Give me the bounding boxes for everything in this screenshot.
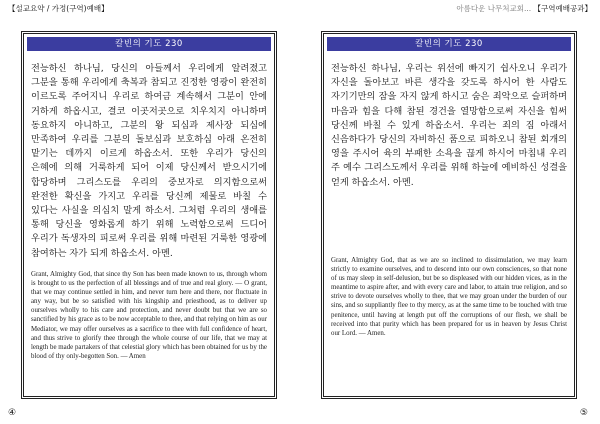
right-page-number: ⑤	[579, 408, 588, 418]
left-english-prayer: Grant, Almighty God, that since thy Son has been made known to us, through whom is brought to us the perfection of all blessings and of true and real glory. — O grant, that we may continue settled in him, and never turn here and there, nor fluctuate in any way, but be so satisfied with his kingship and priesthood, as to deliver up ourselves wholly to his care and protection, and never doubt but that we are so sanctified by his grace as to be now acceptable to thee, and that relying on him as our Mediator, we may offer ourselves as a sacrifice to thee with full confidence of heart, and thus strive to glorify thee through the whole course of our life, that we may at length be made partakers of that celestial glory which has been obtained for us by the blood of thy only-begotten Son. — Amen	[31, 271, 267, 360]
right-prayer-frame	[321, 31, 577, 399]
right-korean-prayer: 전능하신 하나님, 우리는 위선에 빠지기 쉽사오니 우리가 자신을 돌아보고 바른 생각을 갖도록 하시어 한 사람도 자기기만의 잠을 자지 않게 하시고 숨은 죄악으로 슬퍼하며 마음과 힘을 다해 참된 경건을 열망함으로써 자신을 힘써 당신께 바칠 수 있게 하옵소서. 우리는 죄의 짐 아래서 신음하다가 당신의 자비하신 품으로 피하오니 참된 회개의 영을 주시어 육의 부패한 소욕을 끊게 하시어 마침내 우리 주 예수 그리스도께서 우리를 위해 하늘에 예비하신 성결을 얻게 하옵소서. 아멘.	[331, 63, 567, 188]
left-korean-prayer: 전능하신 하나님, 당신의 아들께서 우리에게 알려졌고 그분을 통해 우리에게 축복과 참되고 진정한 영광이 완전히 이르도록 주어지니 우리로 하여금 계속해서 그분이 안에 거하게 하옵시고, 결코 이곳저곳으로 치우치지 아니하며 동요하지 아니하고, 그분의 왕 되심과 제사장 되심에 만족하여 우리를 그분의 돌보심과 보호하심 아래 온전히 맡기는 데까지 이르게 하옵소서. 또한 우리가 당신의 은혜에 의해 거룩하게 되어 이제 당신께서 받으시기에 합당하며 그리스도를 우리의 중보자로 의지함으로써 완전한 확신을 가지고 우리를 당신께 제물로 바칠 수 있다는 사실을 의심치 말게 하소서. 그처럼 우리의 생애를 통해 당신을 영화롭게 하기 위해 노력함으로써 드디어 우리가 독생자의 피로써 우리를 위해 마련된 거룩한 영광에 참여하는 자가 되게 하옵소서. 아멘.	[31, 63, 267, 259]
right-header	[456, 4, 592, 14]
left-prayer-title: 칼빈의 기도 230	[27, 37, 271, 51]
right-english-prayer: Grant, Almighty God, that as we are so inclined to dissimulation, we may learn strictly to examine ourselves, and to descend into our own consciences, so that none of us may sleep in self-delusion, but be so displeased with our hidden vices, as in the meantime to aspire after, and with every care and labor, to attain true religion, and so strive to devote ourselves wholly to thee, that we may groan under the burden of our sins, and so suppliantly flee to thy mercy, as at the same time to be touched with true penitence, until having at length put off the corruptions of our flesh, we shall be received into that purity which has been prepared for us in heaven by Jesus Christ our Lord. — Amen.	[331, 257, 567, 337]
right-prayer-title: 칼빈의 기도 230	[327, 37, 571, 51]
right-header-church: 아름다운 나무처교회...	[456, 4, 532, 13]
right-page	[300, 0, 600, 424]
left-prayer-frame	[21, 31, 277, 399]
right-header-label: 【구역예배공과】	[533, 4, 592, 13]
left-header: 【설교요약 / 가정(구역)예배】	[8, 4, 109, 13]
left-page-number: ④	[8, 408, 17, 418]
